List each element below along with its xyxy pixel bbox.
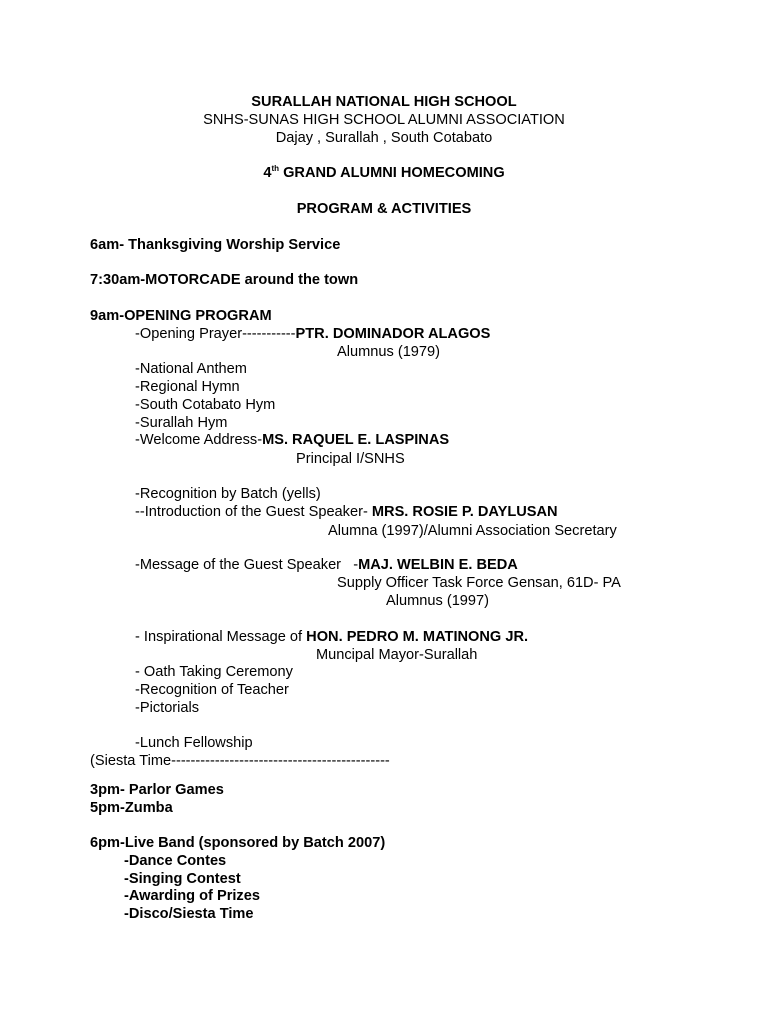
opening-prayer-role: Alumnus (1979) <box>337 344 441 360</box>
message-role-line2: Alumnus (1997) <box>386 593 490 609</box>
event-title <box>0 164 768 182</box>
introduction-role: Alumna (1997)/Alumni Association Secretary <box>328 523 617 539</box>
siesta-time: (Siesta Time--------------------------------------------- <box>90 753 390 769</box>
inspirational-role: Muncipal Mayor-Surallah <box>316 647 478 663</box>
list-item: -Singing Contest <box>124 871 241 887</box>
association-name: SNHS-SUNAS HIGH SCHOOL ALUMNI ASSOCIATION <box>203 112 565 128</box>
opening-prayer <box>135 325 490 343</box>
recognition-of-teacher: -Recognition of Teacher <box>135 682 289 698</box>
event-number: 4 <box>263 165 272 181</box>
regional-hymn: -Regional Hymn <box>135 379 240 395</box>
inspirational-message <box>135 628 528 646</box>
opening-prayer-name: PTR. DOMINADOR ALAGOS <box>295 326 491 342</box>
welcome-address <box>135 431 449 449</box>
inspirational-label: - Inspirational Message of <box>135 629 307 645</box>
welcome-address-role: Principal I/SNHS <box>296 451 405 467</box>
live-band: 6pm-Live Band (sponsored by Batch 2007) <box>90 835 386 851</box>
inspirational-name: HON. PEDRO M. MATINONG JR. <box>306 629 529 645</box>
introduction-label: --Introduction of the Guest Speaker- <box>135 504 372 520</box>
program-title: PROGRAM & ACTIVITIES <box>296 201 472 217</box>
list-item: -Disco/Siesta Time <box>124 906 254 922</box>
event-title-text: GRAND ALUMNI HOMECOMING <box>283 165 505 181</box>
pictorials: -Pictorials <box>135 700 200 716</box>
welcome-address-name: MS. RAQUEL E. LASPINAS <box>262 432 450 448</box>
parlor-games: 3pm- Parlor Games <box>90 782 224 798</box>
guest-speaker-message <box>135 556 518 574</box>
surallah-hymn: -Surallah Hym <box>135 415 228 431</box>
lunch-fellowship: -Lunch Fellowship <box>135 735 253 751</box>
south-cotabato-hymn: -South Cotabato Hym <box>135 397 276 413</box>
welcome-address-label: -Welcome Address- <box>135 432 263 448</box>
guest-speaker-introduction <box>135 503 558 521</box>
event-suffix: th <box>271 164 280 174</box>
national-anthem: -National Anthem <box>135 361 247 377</box>
school-name: SURALLAH NATIONAL HIGH SCHOOL <box>251 94 517 110</box>
message-name: MAJ. WELBIN E. BEDA <box>358 557 518 573</box>
worship-service: 6am- Thanksgiving Worship Service <box>90 237 341 253</box>
list-item: -Awarding of Prizes <box>124 888 260 904</box>
list-item: -Dance Contes <box>124 853 227 869</box>
recognition-by-batch: -Recognition by Batch (yells) <box>135 486 321 502</box>
introduction-name: MRS. ROSIE P. DAYLUSAN <box>371 504 558 520</box>
opening-prayer-label: -Opening Prayer----------- <box>135 326 296 342</box>
opening-program: 9am-OPENING PROGRAM <box>90 308 272 324</box>
oath-taking: - Oath Taking Ceremony <box>135 664 293 680</box>
message-role-line1: Supply Officer Task Force Gensan, 61D- PA <box>337 575 621 591</box>
zumba: 5pm-Zumba <box>90 800 173 816</box>
motorcade: 7:30am-MOTORCADE around the town <box>90 272 359 288</box>
message-label: -Message of the Guest Speaker - <box>135 557 359 573</box>
address: Dajay , Surallah , South Cotabato <box>275 130 493 146</box>
